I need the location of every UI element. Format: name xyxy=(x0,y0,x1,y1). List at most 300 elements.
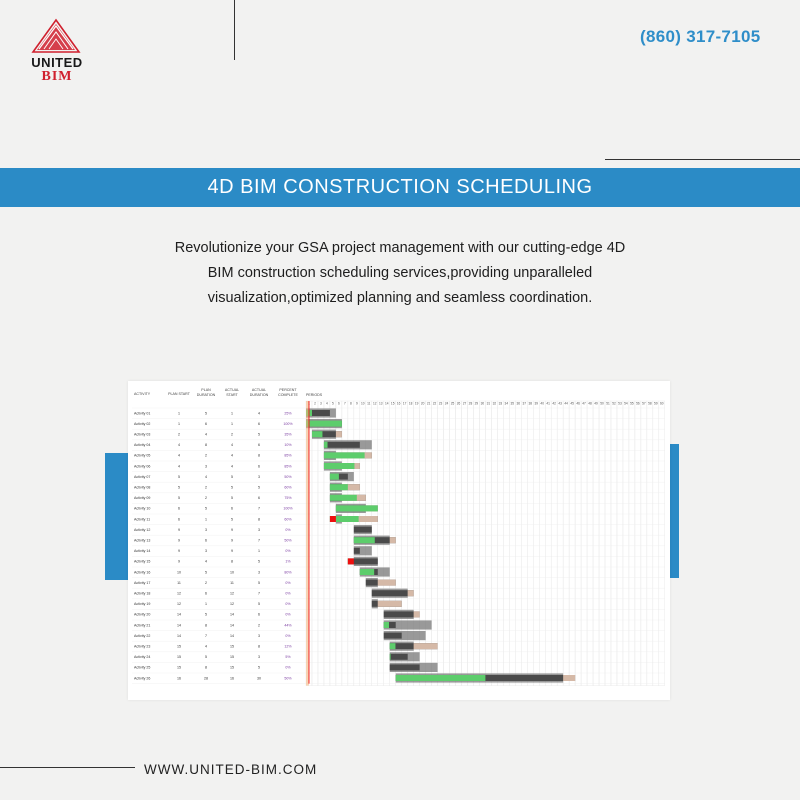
plan-start-cell: 12 xyxy=(177,591,181,596)
header-divider xyxy=(234,0,235,60)
plan-duration-cell: 2 xyxy=(205,496,207,501)
period-tick-label: 13 xyxy=(378,401,383,406)
period-column xyxy=(438,401,444,686)
beyond-plan-bar xyxy=(378,601,402,607)
activity-label: Activity 25 xyxy=(134,665,151,670)
period-tick-label: 40 xyxy=(540,401,544,406)
plan-duration-cell: 2 xyxy=(205,580,207,585)
period-tick-label: 44 xyxy=(564,401,568,406)
plan-duration-cell: 5 xyxy=(205,612,207,617)
period-column xyxy=(521,401,527,686)
percent-complete-cell: 10% xyxy=(284,443,292,448)
percent-complete-cell: 75% xyxy=(284,496,292,501)
description-line-3: visualization,optimized planning and seamless coordination. xyxy=(207,290,593,306)
percent-complete-cell: 60% xyxy=(284,517,292,522)
percent-complete-cell: 5% xyxy=(285,655,291,660)
actual-start-cell: 11 xyxy=(230,580,234,585)
period-column xyxy=(617,401,623,686)
percent-complete-cell: 0% xyxy=(285,580,291,585)
plan-start-cell: 10 xyxy=(177,570,181,575)
period-tick-label: 23 xyxy=(438,401,443,406)
period-column xyxy=(414,401,420,686)
plan-duration-cell: 8 xyxy=(205,443,207,448)
actual-duration-cell: 5 xyxy=(258,580,260,585)
period-tick-label: 49 xyxy=(594,401,598,406)
period-tick-label: 30 xyxy=(480,401,485,406)
plan-start-cell: 5 xyxy=(178,485,180,490)
period-tick-label: 48 xyxy=(588,401,592,406)
percent-complete-cell: 35% xyxy=(284,432,292,437)
period-column xyxy=(515,401,521,686)
actual-start-cell: 5 xyxy=(231,485,233,490)
period-tick-label: 43 xyxy=(558,401,562,406)
percent-complete-cell: 25% xyxy=(284,411,292,416)
actual-start-cell: 2 xyxy=(231,432,233,437)
column-header-0-0: ACTIVITY xyxy=(134,392,151,396)
period-tick-label: 28 xyxy=(468,401,473,406)
period-tick-label: 20 xyxy=(420,401,425,406)
column-header-4-0: ACTUAL xyxy=(251,388,267,392)
percent-complete-cell: 0% xyxy=(285,602,291,607)
complete-bar xyxy=(384,622,389,628)
period-column xyxy=(575,401,581,686)
period-tick-label: 41 xyxy=(546,401,550,406)
activity-label: Activity 18 xyxy=(134,591,151,596)
percent-complete-cell: 1% xyxy=(285,559,291,564)
period-tick-label: 2 xyxy=(314,401,316,406)
actual-duration-cell: 7 xyxy=(258,538,260,543)
period-tick-label: 9 xyxy=(355,401,358,406)
period-tick-label: 60 xyxy=(660,401,664,406)
late-bar xyxy=(348,558,354,564)
phone-number[interactable]: (860) 317-7105 xyxy=(640,27,761,46)
period-column xyxy=(527,401,533,686)
period-column xyxy=(473,401,479,686)
plan-duration-cell: 4 xyxy=(205,432,207,437)
actual-duration-cell: 2 xyxy=(258,623,260,628)
period-tick-label: 7 xyxy=(343,401,346,406)
plan-duration-cell: 1 xyxy=(205,602,207,607)
plan-start-cell: 6 xyxy=(178,517,180,522)
period-column xyxy=(593,401,599,686)
period-column xyxy=(653,401,659,686)
beyond-plan-bar xyxy=(414,611,420,617)
actual-start-cell: 6 xyxy=(231,506,233,511)
complete-bar xyxy=(324,463,354,469)
actual-start-cell: 5 xyxy=(231,517,233,522)
activity-label: Activity 23 xyxy=(134,644,151,649)
period-tick-label: 59 xyxy=(654,401,658,406)
period-column xyxy=(629,401,635,686)
period-tick-label: 18 xyxy=(408,401,413,406)
activity-label: Activity 20 xyxy=(134,612,151,617)
percent-complete-cell: 0% xyxy=(285,612,291,617)
actual-start-cell: 15 xyxy=(230,644,234,649)
percent-complete-cell: 100% xyxy=(283,506,293,511)
period-column xyxy=(461,401,467,686)
period-tick-label: 8 xyxy=(349,401,352,406)
period-tick-label: 27 xyxy=(462,401,467,406)
actual-duration-cell: 3 xyxy=(258,633,260,638)
plan-duration-cell: 6 xyxy=(205,421,207,426)
period-column xyxy=(491,401,497,686)
period-column xyxy=(479,401,485,686)
plan-start-cell: 4 xyxy=(178,443,180,448)
period-tick-label: 55 xyxy=(630,401,634,406)
period-tick-label: 37 xyxy=(522,401,527,406)
complete-bar xyxy=(354,537,375,543)
column-header-5-1: COMPLETE xyxy=(278,393,298,397)
period-column xyxy=(557,401,563,686)
plan-duration-cell: 5 xyxy=(205,655,207,660)
plan-duration-cell: 4 xyxy=(205,644,207,649)
period-tick-label: 29 xyxy=(474,401,479,406)
plan-start-cell: 2 xyxy=(178,432,180,437)
activity-label: Activity 09 xyxy=(134,496,151,501)
actual-start-cell: 4 xyxy=(231,443,233,448)
plan-start-cell: 5 xyxy=(178,496,180,501)
period-column xyxy=(456,401,462,686)
plan-duration-cell: 3 xyxy=(205,527,207,532)
beyond-plan-bar xyxy=(414,643,438,649)
period-column xyxy=(623,401,629,686)
percent-complete-cell: 80% xyxy=(284,570,292,575)
period-column xyxy=(312,401,318,686)
actual-start-cell: 1 xyxy=(231,421,233,426)
period-tick-label: 22 xyxy=(432,401,437,406)
complete-bar xyxy=(312,431,322,437)
plan-start-cell: 9 xyxy=(178,559,180,564)
actual-start-cell: 14 xyxy=(230,612,234,617)
actual-duration-cell: 7 xyxy=(258,591,260,596)
period-column xyxy=(611,401,617,686)
actual-duration-cell: 5 xyxy=(258,559,260,564)
percent-complete-cell: 60% xyxy=(284,485,292,490)
complete-bar xyxy=(336,505,378,511)
activity-label: Activity 10 xyxy=(134,506,151,511)
activity-label: Activity 12 xyxy=(134,527,151,532)
banner-top-line xyxy=(605,159,800,160)
activity-label: Activity 03 xyxy=(134,432,151,437)
united-bim-logo xyxy=(22,18,92,84)
period-column xyxy=(497,401,503,686)
period-column xyxy=(509,401,515,686)
activity-label: Activity 04 xyxy=(134,443,151,448)
plan-duration-cell: 5 xyxy=(205,570,207,575)
period-tick-label: 24 xyxy=(444,401,449,406)
period-tick-label: 3 xyxy=(320,401,322,406)
actual-bar xyxy=(390,664,420,670)
plan-duration-cell: 6 xyxy=(205,538,207,543)
percent-complete-cell: 0% xyxy=(285,527,291,532)
plan-duration-cell: 7 xyxy=(205,633,207,638)
percent-complete-cell: 12% xyxy=(284,644,292,649)
period-tick-label: 47 xyxy=(582,401,586,406)
beyond-plan-bar xyxy=(336,431,342,437)
footer-line xyxy=(0,767,135,768)
period-tick-label: 57 xyxy=(642,401,646,406)
plan-start-cell: 5 xyxy=(178,474,180,479)
plan-duration-cell: 5 xyxy=(205,411,207,416)
late-bar xyxy=(330,516,336,522)
percent-complete-cell: 85% xyxy=(284,453,292,458)
actual-start-cell: 1 xyxy=(231,411,233,416)
accent-bar-left xyxy=(105,453,129,580)
period-column xyxy=(432,401,438,686)
period-column xyxy=(485,401,491,686)
gantt-card xyxy=(128,381,670,700)
website-link[interactable]: WWW.UNITED-BIM.COM xyxy=(144,762,318,777)
period-column xyxy=(581,401,587,686)
period-tick-label: 50 xyxy=(600,401,604,406)
actual-duration-cell: 5 xyxy=(258,485,260,490)
plan-start-cell: 9 xyxy=(178,549,180,554)
plan-duration-cell: 5 xyxy=(205,506,207,511)
plan-start-cell: 14 xyxy=(177,623,181,628)
actual-start-cell: 9 xyxy=(231,527,233,532)
activity-label: Activity 01 xyxy=(134,411,151,416)
actual-start-cell: 16 xyxy=(230,676,234,681)
plan-start-cell: 11 xyxy=(177,580,181,585)
column-header-5-0: PERCENT xyxy=(279,388,297,392)
actual-start-cell: 14 xyxy=(230,623,234,628)
period-tick-label: 35 xyxy=(510,401,515,406)
activity-label: Activity 05 xyxy=(134,453,151,458)
plan-duration-cell: 8 xyxy=(205,623,207,628)
period-column xyxy=(426,401,432,686)
beyond-plan-bar xyxy=(390,537,396,543)
actual-bar xyxy=(384,633,402,639)
actual-bar xyxy=(354,527,372,533)
period-tick-label: 56 xyxy=(636,401,640,406)
activity-label: Activity 22 xyxy=(134,633,151,638)
period-tick-label: 46 xyxy=(576,401,580,406)
plan-start-cell: 1 xyxy=(178,411,180,416)
period-tick-label: 42 xyxy=(552,401,556,406)
plan-duration-cell: 2 xyxy=(205,453,207,458)
actual-duration-cell: 6 xyxy=(258,443,260,448)
period-tick-label: 31 xyxy=(486,401,491,406)
period-tick-label: 21 xyxy=(426,401,431,406)
plan-start-cell: 16 xyxy=(177,676,181,681)
activity-label: Activity 17 xyxy=(134,580,151,585)
actual-start-cell: 15 xyxy=(230,655,234,660)
period-tick-label: 17 xyxy=(402,401,407,406)
period-column xyxy=(551,401,557,686)
period-tick-label: 45 xyxy=(570,401,574,406)
actual-start-cell: 4 xyxy=(231,453,233,458)
complete-bar xyxy=(396,675,486,681)
period-tick-label: 52 xyxy=(612,401,616,406)
plan-duration-cell: 4 xyxy=(205,474,207,479)
gantt-chart xyxy=(128,381,670,700)
plan-duration-cell: 8 xyxy=(205,665,207,670)
complete-bar xyxy=(324,442,328,448)
column-header-periods: PERIODS xyxy=(306,393,323,397)
period-column xyxy=(444,401,450,686)
column-header-4-1: DURATION xyxy=(249,393,269,397)
percent-complete-cell: 44% xyxy=(284,623,292,628)
plan-start-cell: 1 xyxy=(178,421,180,426)
complete-bar xyxy=(390,654,391,660)
period-column xyxy=(503,401,509,686)
plan-start-cell: 14 xyxy=(177,633,181,638)
percent-complete-cell: 0% xyxy=(285,633,291,638)
activity-label: Activity 08 xyxy=(134,485,151,490)
plan-start-cell: 15 xyxy=(177,655,181,660)
actual-duration-cell: 5 xyxy=(258,602,260,607)
percent-complete-cell: 85% xyxy=(284,464,292,469)
period-column xyxy=(569,401,575,686)
period-tick-label: 34 xyxy=(504,401,509,406)
actual-start-cell: 5 xyxy=(231,474,233,479)
period-tick-label: 39 xyxy=(534,401,539,406)
period-tick-label: 12 xyxy=(372,401,377,406)
period-column xyxy=(545,401,551,686)
period-tick-label: 11 xyxy=(367,401,371,406)
plan-start-cell: 15 xyxy=(177,665,181,670)
description-line-2: BIM construction scheduling services,providing unparalleled xyxy=(207,265,593,281)
plan-start-cell: 6 xyxy=(178,506,180,511)
complete-bar xyxy=(330,474,339,480)
plan-start-cell: 12 xyxy=(177,602,181,607)
period-tick-label: 58 xyxy=(648,401,652,406)
beyond-plan-bar xyxy=(563,675,575,681)
percent-complete-cell: 100% xyxy=(283,421,293,426)
actual-duration-cell: 3 xyxy=(258,474,260,479)
plan-start-cell: 9 xyxy=(178,538,180,543)
period-tick-label: 14 xyxy=(384,401,389,406)
percent-complete-cell: 0% xyxy=(285,591,291,596)
activity-label: Activity 11 xyxy=(134,517,151,522)
period-tick-label: 53 xyxy=(618,401,622,406)
actual-start-cell: 8 xyxy=(231,559,233,564)
plan-duration-cell: 2 xyxy=(205,485,207,490)
actual-duration-cell: 8 xyxy=(258,517,260,522)
percent-complete-cell: 0% xyxy=(285,665,291,670)
period-tick-label: 36 xyxy=(516,401,521,406)
actual-duration-cell: 5 xyxy=(258,432,260,437)
plan-duration-cell: 3 xyxy=(205,464,207,469)
actual-start-cell: 15 xyxy=(230,665,234,670)
period-column xyxy=(587,401,593,686)
complete-bar xyxy=(330,495,357,501)
actual-bar xyxy=(324,442,360,448)
actual-duration-cell: 6 xyxy=(258,496,260,501)
actual-duration-cell: 3 xyxy=(258,655,260,660)
description xyxy=(120,236,680,311)
column-header-3-1: START xyxy=(226,393,238,397)
plan-duration-cell: 6 xyxy=(205,591,207,596)
plan-start-cell: 4 xyxy=(178,453,180,458)
actual-duration-cell: 6 xyxy=(258,421,260,426)
percent-complete-cell: 0% xyxy=(285,549,291,554)
period-tick-label: 6 xyxy=(337,401,340,406)
period-tick-label: 15 xyxy=(390,401,395,406)
column-header-3-0: ACTUAL xyxy=(224,388,240,392)
activity-label: Activity 14 xyxy=(134,549,151,554)
column-header-2-1: DURATION xyxy=(196,393,216,397)
period-column xyxy=(635,401,641,686)
period-tick-label: 16 xyxy=(396,401,401,406)
percent-complete-cell: 50% xyxy=(284,676,292,681)
actual-start-cell: 14 xyxy=(230,633,234,638)
actual-duration-cell: 7 xyxy=(258,506,260,511)
complete-bar xyxy=(390,643,396,649)
actual-duration-cell: 8 xyxy=(258,453,260,458)
period-column xyxy=(647,401,653,686)
period-column xyxy=(318,401,324,686)
period-tick-label: 38 xyxy=(528,401,533,406)
activity-label: Activity 26 xyxy=(134,676,151,681)
beyond-plan-bar xyxy=(378,580,396,586)
period-column xyxy=(533,401,539,686)
plan-start-cell: 4 xyxy=(178,464,180,469)
complete-bar xyxy=(360,569,374,575)
period-tick-label: 4 xyxy=(326,401,328,406)
period-column xyxy=(539,401,545,686)
period-column xyxy=(450,401,456,686)
period-column xyxy=(641,401,647,686)
actual-duration-cell: 8 xyxy=(258,644,260,649)
period-tick-label: 10 xyxy=(361,401,365,406)
period-column xyxy=(605,401,611,686)
actual-duration-cell: 3 xyxy=(258,527,260,532)
activity-label: Activity 06 xyxy=(134,464,151,469)
period-tick-label: 25 xyxy=(450,401,455,406)
activity-label: Activity 21 xyxy=(134,623,151,628)
activity-label: Activity 24 xyxy=(134,655,151,660)
period-column xyxy=(467,401,473,686)
logo-text-united: UNITED xyxy=(31,55,83,70)
actual-duration-cell: 3 xyxy=(258,570,260,575)
period-tick-label: 32 xyxy=(492,401,497,406)
actual-duration-cell: 4 xyxy=(258,411,260,416)
period-tick-label: 54 xyxy=(624,401,628,406)
plan-duration-cell: 1 xyxy=(205,517,207,522)
logo-pyramid-icon xyxy=(30,18,82,54)
description-line-1: Revolutionize your GSA project management with our cutting-edge 4D xyxy=(174,240,626,256)
activity-label: Activity 13 xyxy=(134,538,151,543)
actual-duration-cell: 30 xyxy=(257,676,261,681)
actual-start-cell: 4 xyxy=(231,464,233,469)
period-column xyxy=(659,401,665,686)
logo-text-bim: BIM xyxy=(41,69,73,84)
actual-start-cell: 12 xyxy=(230,602,234,607)
period-tick-label: 5 xyxy=(332,401,334,406)
plan-start-cell: 15 xyxy=(177,644,181,649)
column-header-2-0: PLAN xyxy=(201,388,211,392)
period-tick-label: 51 xyxy=(606,401,610,406)
plan-duration-cell: 28 xyxy=(204,676,208,681)
period-tick-label: 33 xyxy=(498,401,503,406)
actual-bar xyxy=(390,654,408,660)
actual-start-cell: 9 xyxy=(231,549,233,554)
actual-start-cell: 5 xyxy=(231,496,233,501)
percent-complete-cell: 50% xyxy=(284,538,292,543)
actual-start-cell: 10 xyxy=(230,570,234,575)
complete-bar xyxy=(306,421,342,427)
percent-complete-cell: 50% xyxy=(284,474,292,479)
activity-label: Activity 07 xyxy=(134,474,151,479)
period-column xyxy=(420,401,426,686)
complete-bar xyxy=(324,452,365,458)
actual-bar xyxy=(354,548,360,554)
plan-duration-cell: 3 xyxy=(205,549,207,554)
actual-duration-cell: 1 xyxy=(258,549,260,554)
plan-duration-cell: 4 xyxy=(205,559,207,564)
page-title: 4D BIM CONSTRUCTION SCHEDULING xyxy=(207,176,593,198)
